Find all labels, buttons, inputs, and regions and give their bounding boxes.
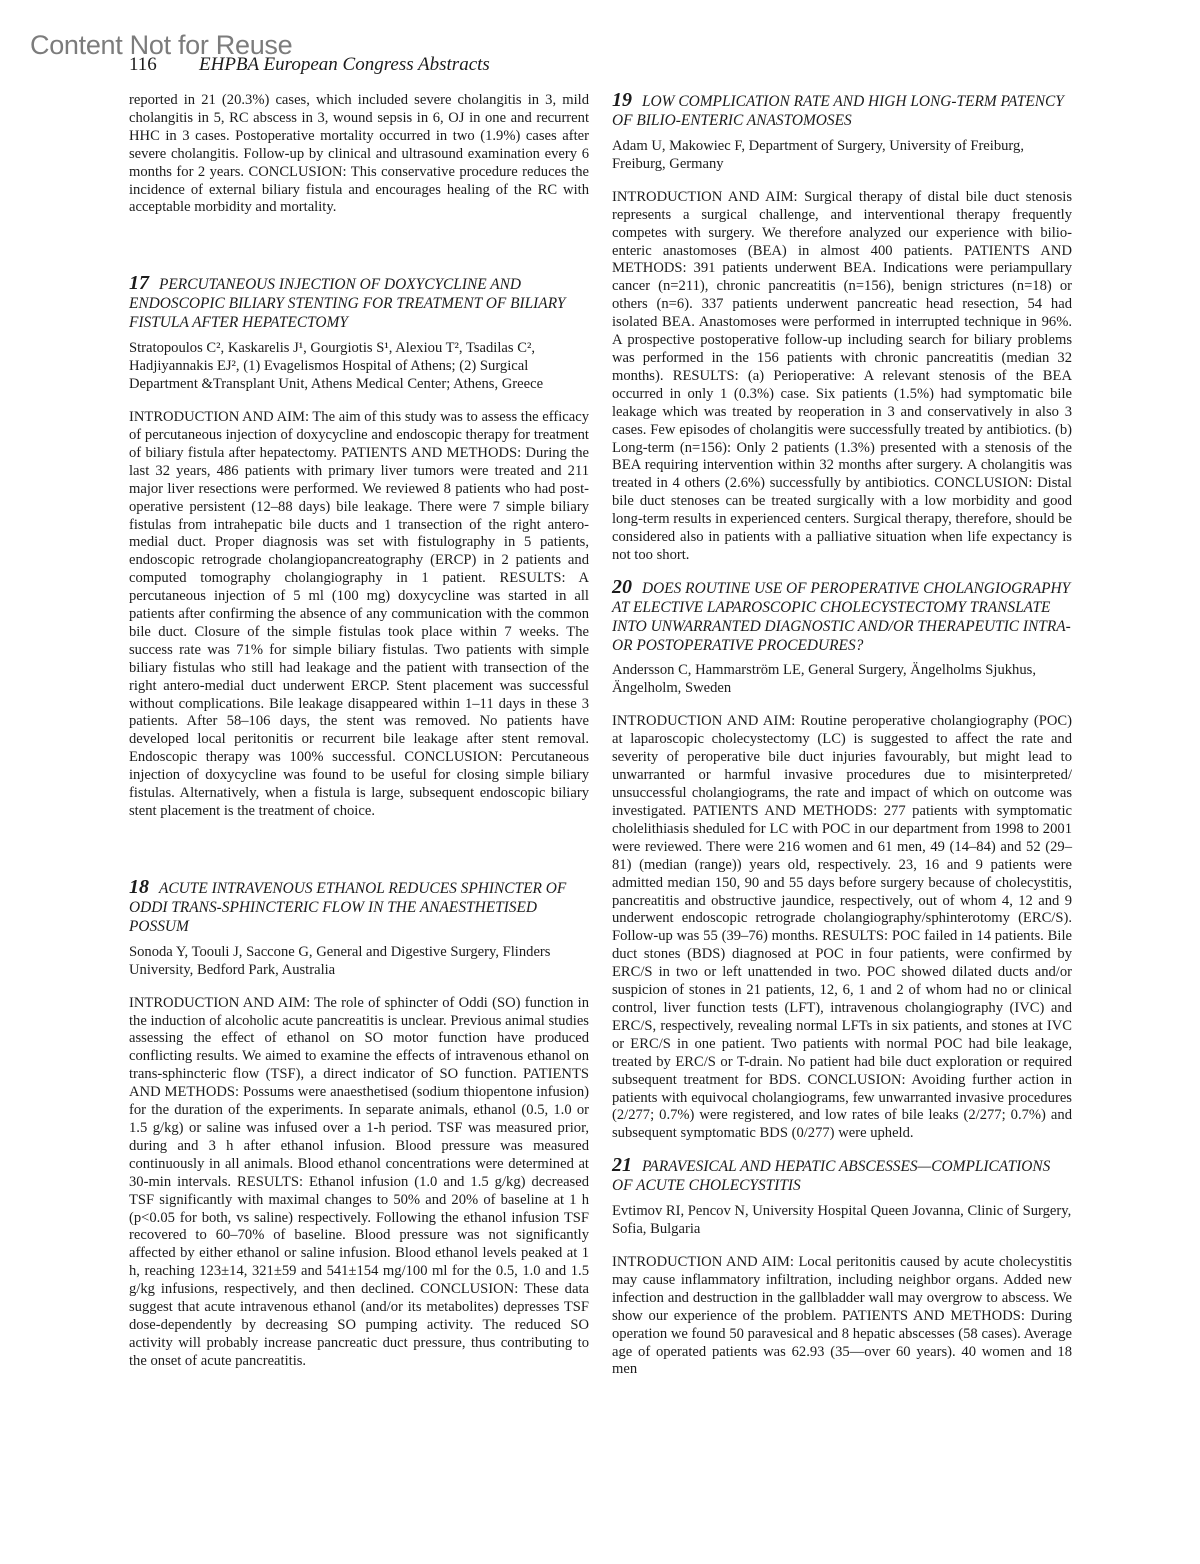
abstract-authors: Andersson C, Hammarström LE, General Surgery, Ängelholms Sjukhus, Ängelholm, Sweden bbox=[612, 662, 1036, 697]
abstract-body: INTRODUCTION AND AIM: The role of sphincter of Oddi (SO) function in the induction of alcoholic acute pancreatitis is unclear. Previous animal studies assessing the effect of ethanol on SO motor function have produced conflicting results. We aimed to examine the effects of intravenous ethanol on trans-sphincteric flow (TSF), a direct indicator of SO function. PATIENTS AND METHODS: Possums were anaesthetised (sodium thiopentone infusion) for the duration of the experiments. In separate animals, ethanol (0.5, 1.0 or 1.5 g/kg) or saline was infused over a 1-h period. TSF was measured prior, during and 3 h after ethanol infusion. Blood pressure was measured continuously in all animals. Blood ethanol concentrations were determined at 30-min intervals. RESULTS: Ethanol infusion (1.0 and 1.5 g/kg) decreased TSF significantly with maximal changes to 50% and 20% of baseline at 1 h (p<0.05 for both, vs saline) respectively. Following the ethanol infusion TSF recovered to 60–70% of baseline. Blood pressure was not significantly affected by either ethanol or saline infusion. Blood ethanol levels peaked at 1 h, reaching 123±14, 321±59 and 541±154 mg/100 ml for the 0.5, 1.0 and 1.5 g/kg infusions, respectively, and then declined. CONCLUSION: These data suggest that acute intravenous ethanol (and/or its metabolites) depresses TSF dose-dependently by decreasing SO pumping activity. The reduced SO activity will probably increase pancreatic duct pressure, thus contributing to the onset of acute pancreatitis. bbox=[129, 994, 589, 1369]
abstract-title: PERCUTANEOUS INJECTION OF DOXYCYCLINE AND ENDOSCOPIC BILIARY STENTING FOR TREATMENT OF BILIARY FISTULA AFTER HEPATECTOMY bbox=[129, 276, 566, 332]
abstract-body: INTRODUCTION AND AIM: The aim of this study was to assess the efficacy of percutaneous injection of doxycycline and endoscopic therapy for treatment of biliary fistula after hepatectomy. PATIENTS AND METHODS: During the last 32 years, 486 patients with primary liver tumors were treated and 211 major liver resections were performed. We reviewed 8 patients who had post-operative persistent (12–88 days) bile leakage. There were 7 simple biliary fistulas from intrahepatic bile ducts and 1 transection of the right antero-medial duct. Proper diagnosis was set with fistulography in 5 patients, endoscopic retrograde cholangiopancreatography (ERCP) in 2 patients and computed tomography cholangiography in 1 patient. RESULTS: A percutaneous injection of 5 ml (100 mg) doxycycline was started in all patients after confirming the absence of any communication with the common bile duct. Closure of the simple fistulas took place within 7 weeks. The success rate was 71% for simple biliary fistulas. Two patients with simple biliary fistulas who still had leakage and the patient with transection of the right antero-medial duct underwent ERCP. Stent placement was successful without complications. Bile leakage disappeared within 1–11 days in these 3 patients. After 58–106 days, the stent was removed. No patients have developed local peritonitis or recurrent bile leakage after stent removal. Endoscopic therapy was 100% successful. CONCLUSION: Percutaneous injection of doxycycline was found to be useful for closing simple biliary fistulas. Alternatively, when a fistula is large, subsequent endoscopic biliary stent placement is the treatment of choice. bbox=[129, 409, 589, 819]
watermark-text: Content Not for Reuse bbox=[30, 30, 293, 60]
abstract-heading bbox=[129, 875, 589, 937]
abstract-18 bbox=[129, 875, 589, 1371]
abstract-number: 21 bbox=[612, 1154, 632, 1177]
abstract-title: ACUTE INTRAVENOUS ETHANOL REDUCES SPHINCTER OF ODDI TRANS-SPHINCTERIC FLOW IN THE ANAESTHETISED POSSUM bbox=[129, 879, 567, 935]
abstract-title: DOES ROUTINE USE OF PEROPERATIVE CHOLANGIOGRAPHY AT ELECTIVE LAPAROSCOPIC CHOLECYSTECTOMY TRANSLATE INTO UNWARRANTED DIAGNOSTIC AND/OR THERAPEUTIC INTRA- OR POSTOPERATIVE PROCEDURES? bbox=[612, 579, 1071, 654]
abstract-21 bbox=[612, 1154, 1072, 1379]
page-number: 116 bbox=[129, 54, 157, 75]
abstract-heading bbox=[612, 89, 1072, 131]
left-column bbox=[129, 92, 589, 1371]
abstract-heading bbox=[612, 575, 1072, 656]
abstract-heading bbox=[612, 1154, 1072, 1196]
abstract-body: INTRODUCTION AND AIM: Local peritonitis caused by acute cholecystitis may cause inflammatory infiltration, including neighbor organs. Added new infection and destruction in the gallbladder wall may overgrow to abscess. We show our experience of the problem. PATIENTS AND METHODS: During operation we found 50 paravesical and 8 hepatic abscesses (58 cases). Average age of operated patients was 62.93 (35—over 60 years). 40 women and 18 men bbox=[612, 1254, 1072, 1378]
abstract-17 bbox=[129, 272, 589, 821]
right-column bbox=[612, 89, 1072, 1379]
abstract-20 bbox=[612, 575, 1072, 1143]
abstract-heading bbox=[129, 272, 589, 333]
abstract-body: INTRODUCTION AND AIM: Surgical therapy of distal bile duct stenosis represents a surgical challenge, and interventional therapy frequently competes with surgery. We therefore analyzed our experience with bilio-enteric anastomoses (BEA) in almost 400 patients. PATIENTS AND METHODS: 391 patients underwent BEA. Indications were periampullary cancer (n=211), chronic pancreatitis (n=156), benign strictures (n=18) or others (n=6). 337 patients underwent pancreatic head resection, 54 had isolated BEA. Anastomoses were performed in interrupted technique in 96%. A prospective postoperative follow-up including search for biliary problems was performed in the 156 patients with chronic pancreatitis (median 32 months). RESULTS: (a) Perioperative: A relevant stenosis of the BEA occurred in only 1 (0.3%) case. Six patients (1.5%) had symptomatic bile leakage which was treated by reoperation in 3 and conservatively in also 3 cases. Few episodes of cholangitis were successfully treated by antibiotics. (b) Long-term (n=156): Only 2 patients (1.3%) presented with a stenosis of the BEA requiring intervention within 32 months after surgery. A cholangitis was treated in 4 others (2.6%) successfully by antibiotics. CONCLUSION: Distal bile duct stenoses can be treated surgically with a low morbidity and good long-term results in experienced centers. Surgical therapy, therefore, should be considered also in patients with a palliative situation when life expectancy is not too short. bbox=[612, 188, 1072, 563]
abstract-number: 19 bbox=[612, 89, 632, 111]
abstract-title: PARAVESICAL AND HEPATIC ABSCESSES—COMPLICATIONS OF ACUTE CHOLECYSTITIS bbox=[612, 1158, 1051, 1195]
journal-title: EHPBA European Congress Abstracts bbox=[199, 54, 490, 75]
abstract-title: LOW COMPLICATION RATE AND HIGH LONG-TERM PATENCY OF BILIO-ENTERIC ANASTOMOSES bbox=[612, 93, 1064, 129]
continued-abstract-text: reported in 21 (20.3%) cases, which included severe cholangitis in 3, mild cholangitis in 5, RC abscess in 3, wound sepsis in 6, OJ in one and recurrent HHC in 3 cases. Postoperative mortality occurred in two (1.9%) cases after severe cholangitis. Follow-up by clinical and ultrasound examination every 6 months for 2 years. CONCLUSION: This conservative procedure reduces the incidence of external biliary fistula and encourages healing of the RC with acceptable morbidity and mortality. bbox=[129, 92, 589, 216]
abstract-authors: Sonoda Y, Toouli J, Saccone G, General and Digestive Surgery, Flinders University, Bedford Park, Australia bbox=[129, 943, 551, 978]
abstract-body: INTRODUCTION AND AIM: Routine peroperative cholangiography (POC) at laparoscopic cholecystectomy (LC) is suggested to affect the rate and severity of peroperative bile duct injuries favourably, but might lead to unwarranted or harmful invasive procedures due to misinterpreted/ unsuccessful cholangiograms, the rate and impact of which on outcome was investigated. PATIENTS AND METHODS: 277 patients with symptomatic cholelithiasis sheduled for LC with POC in our department from 1998 to 2001 were reviewed. There were 216 women and 61 men, 49 (14–84) and 52 (29–81) (median (range)) years old, respectively. 23, 16 and 9 patients were admitted median 150, 90 and 55 days before surgery because of cholecystitis, pancreatitis and obstructive jaundice, respectively, out of whom 4, 12 and 9 underwent endoscopic retrograde cholangiography/sphinterotomy (ERC/S). Follow-up was 55 (39–76) months. RESULTS: POC failed in 14 patients. Bile duct stones (BDS) diagnosed at POC in four patients, were confirmed by ERC/S in two or left unattended in two. POC showed dilated ducts and/or suspicion of stones in 21 patients, 12, 6, 1 and 2 of whom had no or clinical control, liver function tests (LFT), intravenous cholangiography (IVC) and ERC/S, respectively, revealing normal LFTs in six patients, and stones at IVC or ERC/S in one patient. Two patients with normal POC had bile leakage, treated by ERC/S or T-drain. No patient had bile duct exploration or required subsequent treatment for BDS. CONCLUSION: Avoiding further action in patients with equivocal cholangiograms, few unwarranted invasive procedures (2/277; 0.7%) were registered, and low rates of bile leaks (2/277; 0.7%) and subsequent symptomatic BDS (0/277) were upheld. bbox=[612, 713, 1072, 1142]
running-header bbox=[129, 54, 490, 76]
abstract-authors: Adam U, Makowiec F, Department of Surgery, University of Freiburg, Freiburg, Germany bbox=[612, 137, 1024, 172]
abstract-19 bbox=[612, 89, 1072, 565]
abstract-number: 20 bbox=[612, 575, 632, 598]
abstract-number: 17 bbox=[129, 272, 149, 295]
abstract-authors: Stratopoulos C², Kaskarelis J¹, Gourgiotis S¹, Alexiou T², Tsadilas C², Hadjiyannakis EJ², (1) Evagelismos Hospital of Athens; (2) Surgical Department &Transplant Unit, Athens Medical Center; Athens, Greece bbox=[129, 340, 544, 393]
abstract-authors: Evtimov RI, Pencov N, University Hospital Queen Jovanna, Clinic of Surgery, Sofia, Bulgaria bbox=[612, 1203, 1072, 1238]
abstract-number: 18 bbox=[129, 875, 149, 898]
